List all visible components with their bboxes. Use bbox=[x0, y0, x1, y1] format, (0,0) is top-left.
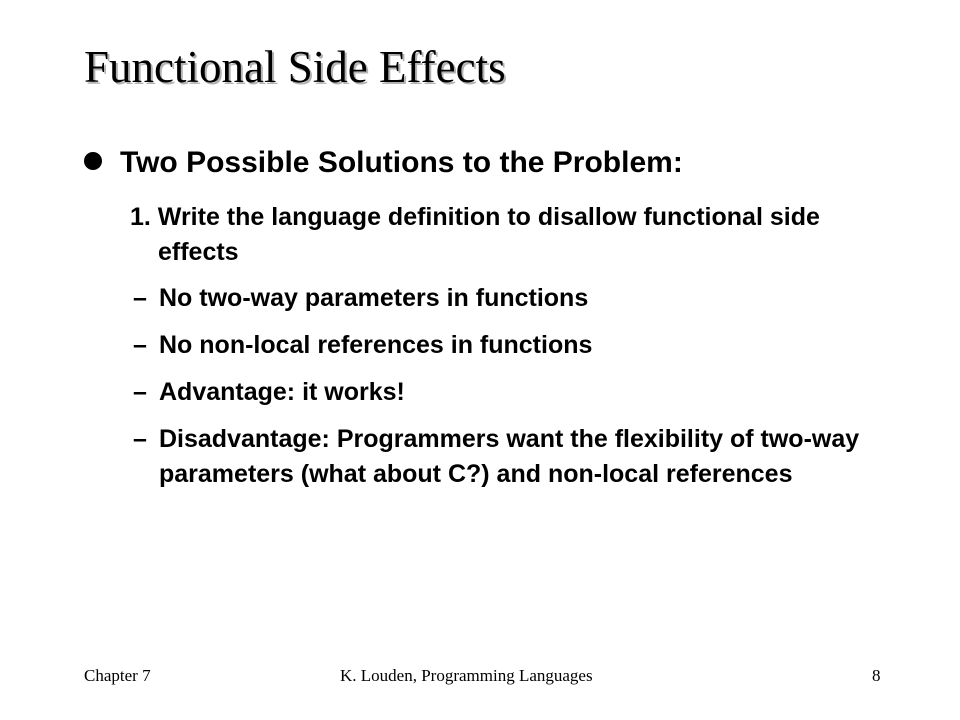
footer-source: K. Louden, Programming Languages bbox=[340, 666, 593, 685]
dash-item bbox=[133, 328, 899, 363]
dash-item bbox=[133, 375, 899, 410]
dash-item-text: No two-way parameters in functions bbox=[159, 284, 589, 312]
dash-marker: – bbox=[133, 284, 147, 312]
main-bullet-text: Two Possible Solutions to the Problem: bbox=[120, 146, 683, 179]
dash-item-text: Advantage: it works! bbox=[159, 378, 405, 406]
footer-page-number: 8 bbox=[872, 666, 881, 685]
slide-title: Functional Side Effects bbox=[84, 42, 506, 92]
main-bullet bbox=[84, 145, 683, 181]
dash-item bbox=[133, 281, 899, 316]
bullet-dot-icon bbox=[84, 152, 102, 170]
dash-item-text: Disadvantage: Programmers want the flexibility of two-way parameters (what about C?) and non-local references bbox=[159, 425, 860, 488]
numbered-item: 1. Write the language definition to disallow functional side effects bbox=[130, 203, 820, 266]
footer-chapter: Chapter 7 bbox=[84, 666, 151, 685]
dash-marker: – bbox=[133, 425, 147, 453]
dash-item bbox=[133, 422, 899, 492]
dash-marker: – bbox=[133, 378, 147, 406]
dash-item-text: No non-local references in functions bbox=[159, 331, 593, 359]
dash-marker: – bbox=[133, 331, 147, 359]
